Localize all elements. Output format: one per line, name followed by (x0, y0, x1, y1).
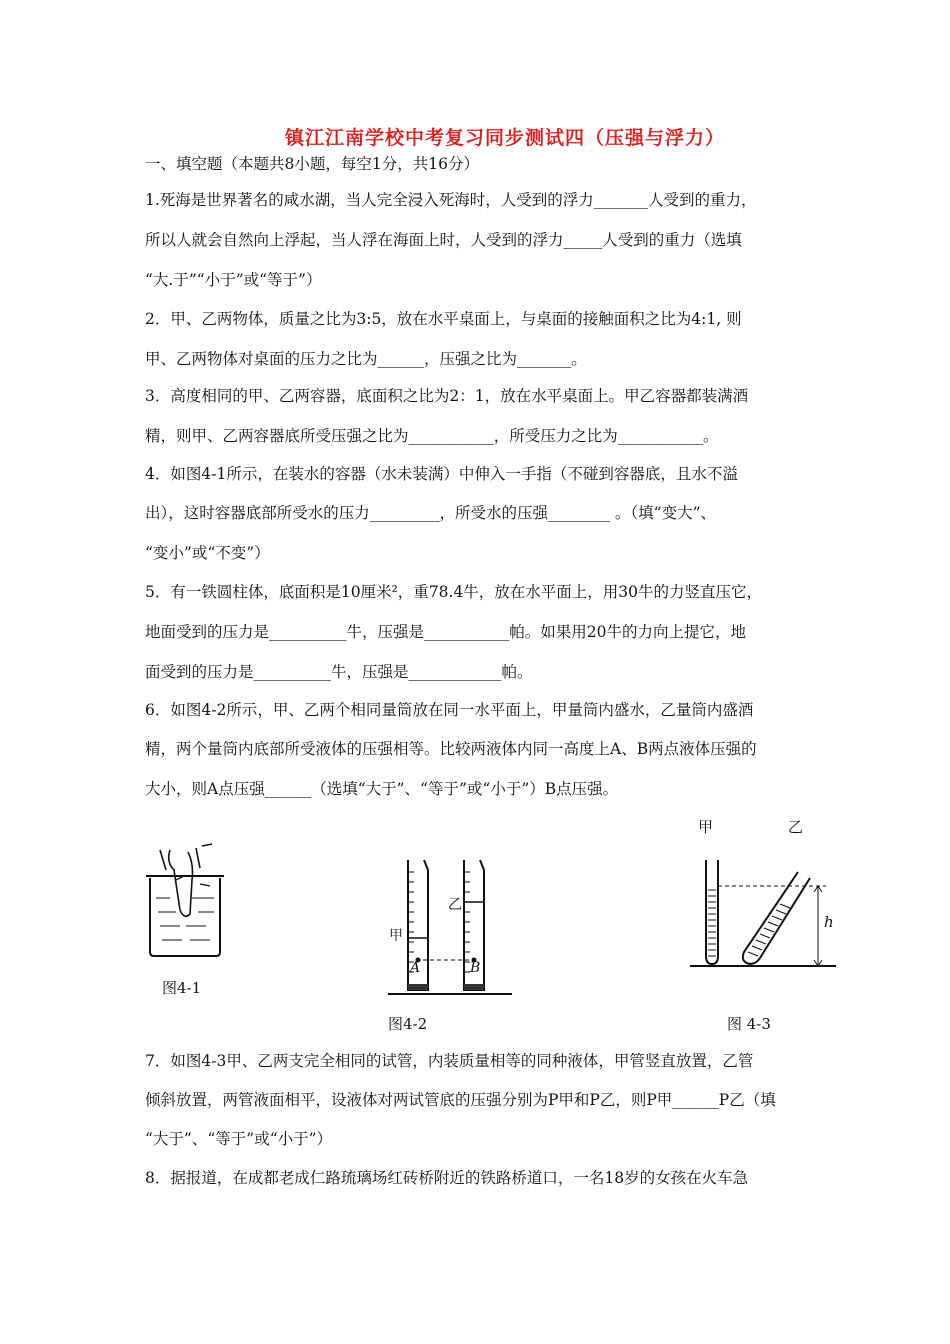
fig42-point-b: B (470, 960, 481, 976)
question-line: 甲、乙两物体对桌面的压力之比为______，压强之比为_______。 (145, 350, 587, 368)
question-line: 精，两个量筒内底部所受液体的压强相等。比较两液体内同一高度上A、B两点液体压强的 (145, 740, 757, 758)
question-line: 精，则甲、乙两容器底所受压强之比为___________，所受压力之比为___________。 (145, 427, 719, 445)
question-line: 地面受到的压力是__________牛，压强是___________帕。如果用20牛的力向上提它，地 (145, 623, 746, 641)
question-line: 8．据报道，在成都老成仁路琉璃场红砖桥附近的铁路桥道口，一名18岁的女孩在火车急 (145, 1169, 749, 1187)
page-title: 镇江江南学校中考复习同步测试四（压强与浮力） (284, 127, 725, 149)
question-line: 4．如图4-1所示，在装水的容器（水未装满）中伸入一手指（不碰到容器底，且水不溢 (145, 465, 738, 483)
question-line: 1.死海是世界著名的咸水湖，当人完全浸入死海时，人受到的浮力_______人受到的重力， (145, 191, 757, 209)
figure-4-3-test-tubes (686, 852, 846, 974)
question-line: 3．高度相同的甲、乙两容器，底面积之比为2：1，放在水平桌面上。甲乙容器都装满酒 (145, 387, 749, 405)
fig43-label-yi: 乙 (788, 818, 804, 836)
fig43-h-label: h (824, 913, 834, 931)
fig42-label-jia: 甲 (389, 928, 403, 944)
fig42-label-yi: 乙 (448, 897, 462, 913)
fig42-caption: 图4-2 (388, 1015, 428, 1033)
question-line: 倾斜放置，两管液面相平，设液体对两试管底的压强分别为P甲和P乙，则P甲______P乙（填 (145, 1091, 776, 1109)
question-line: 出），这时容器底部所受水的压力_________，所受水的压强________ 。（填“变大”、 (145, 504, 717, 522)
question-line: 6．如图4-2所示，甲、乙两个相同量筒放在同一水平面上，甲量筒内盛水，乙量筒内盛酒 (145, 701, 754, 719)
question-line: “大.于”“小于”或“等于”） (145, 271, 322, 289)
figure-4-1-beaker (140, 840, 240, 970)
question-line: 2．甲、乙两物体，质量之比为3:5，放在水平桌面上，与桌面的接触面积之比为4:1, 则 (145, 310, 742, 328)
question-line: “变小”或“不变”） (145, 544, 270, 562)
fig42-point-a: A (410, 960, 421, 976)
fig43-caption: 图 4-3 (727, 1015, 771, 1033)
question-line: 大小，则A点压强______（选填“大于”、“等于”或“小于”）B点压强。 (145, 780, 619, 798)
fig43-label-jia: 甲 (698, 818, 714, 836)
question-line: 所以人就会自然向上浮起，当人浮在海面上时，人受到的浮力_____人受到的重力（选填 (145, 231, 742, 249)
question-line: 面受到的压力是__________牛，压强是____________帕。 (145, 663, 533, 681)
question-line: 7．如图4-3甲、乙两支完全相同的试管，内装质量相等的同种液体，甲管竖直放置，乙管 (145, 1052, 754, 1070)
section-heading: 一、填空题（本题共8小题，每空1分，共16分） (145, 155, 479, 173)
question-line: 5．有一铁圆柱体，底面积是10厘米²，重78.4牛，放在水平面上，用30牛的力竖直压它， (145, 583, 763, 601)
question-line: “大于”、“等于”或“小于”） (145, 1130, 333, 1148)
fig41-caption: 图4-1 (162, 979, 202, 997)
